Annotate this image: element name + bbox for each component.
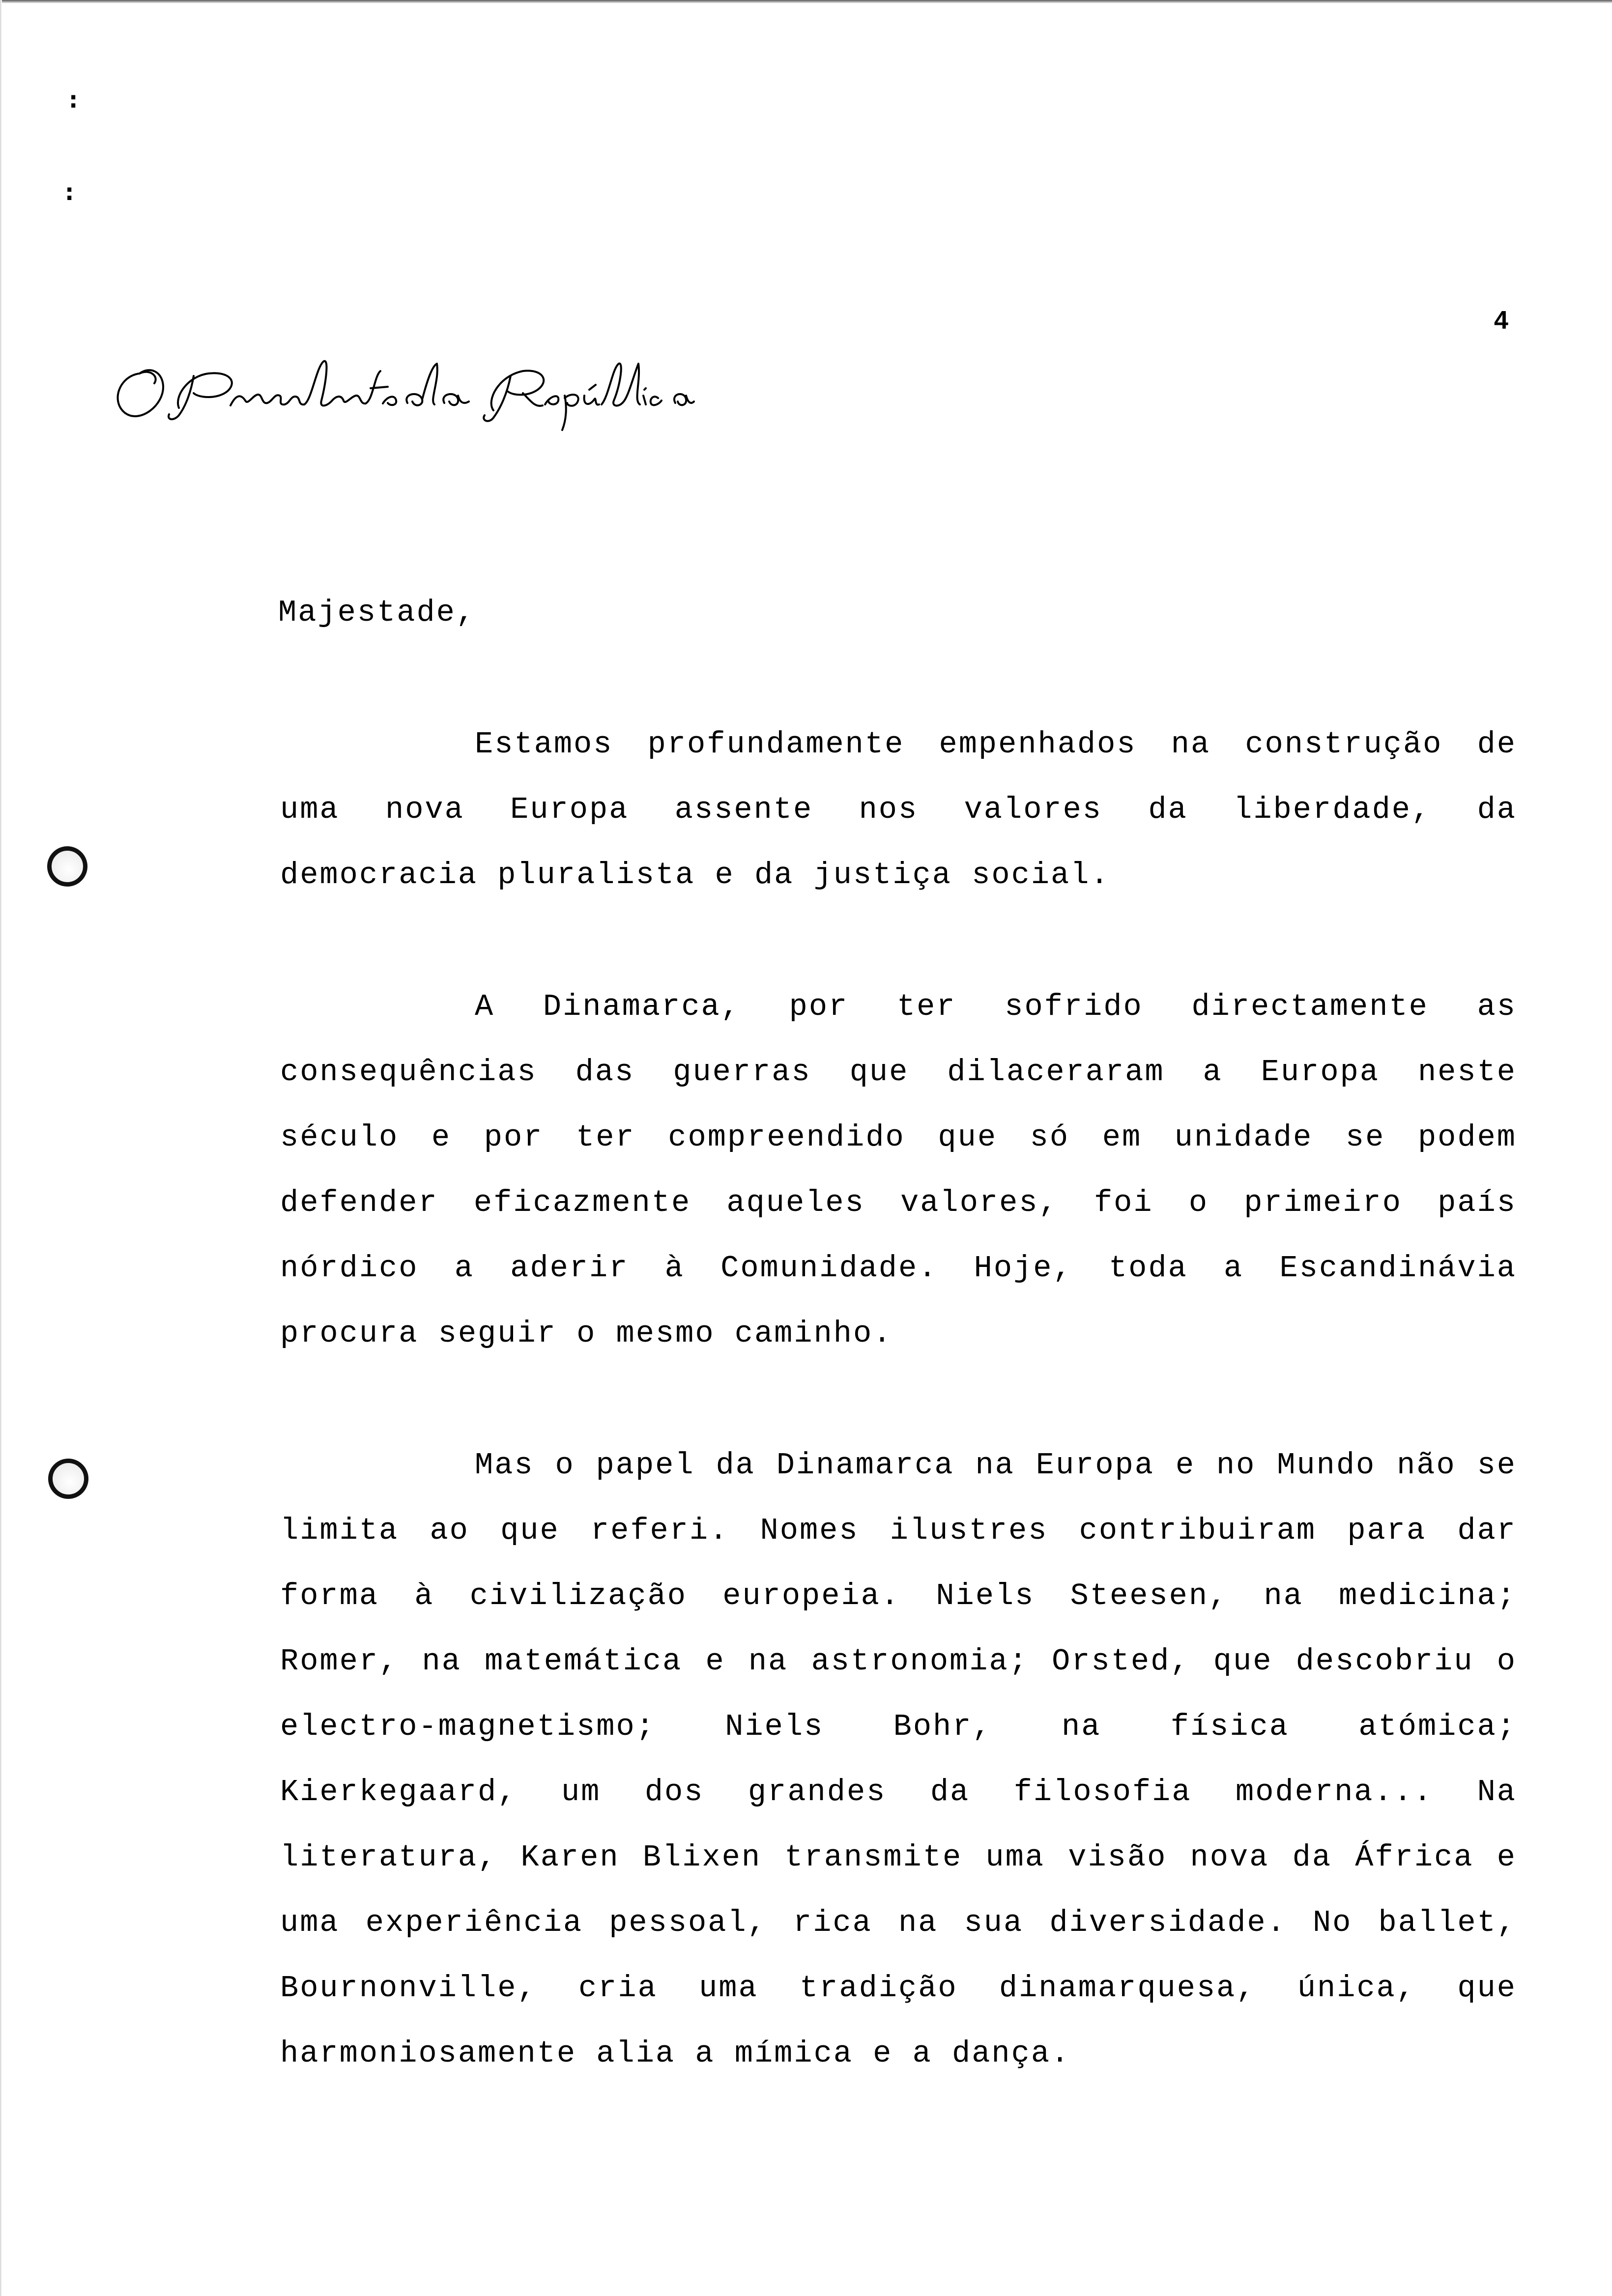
letter-paragraph-1: Estamos profundamente empenhados na construção de uma nova Europa assente nos valores da liberdade, da democracia pluralista e da justiça social. [280, 727, 1517, 892]
page-number: 4 [1494, 306, 1508, 335]
letter-paragraph-3: Mas o papel da Dinamarca na Europa e no Mundo não se limita ao que referi. Nomes ilustres contribuiram para dar forma à civilização europeia. Niels Steesen, na medicina; Romer, na matemática e na astronomia; Orsted, que descobriu o electro-magnetismo; Niels Bohr, na física atómica; Kierkegaard, um dos grandes da filosofia moderna... Na literatura, Karen Blixen transmite uma visão nova da África e uma experiência pessoal, rica na sua diversidade. No ballet, Bournonville, cria uma tradição dinamarquesa, única, que harmoniosamente alia a mímica e a dança. [280, 1448, 1517, 2071]
scan-top-edge [0, 0, 1612, 3]
scan-left-edge [0, 0, 2, 2296]
letter-salutation: Majestade, [278, 595, 476, 630]
letterhead-script-logo [105, 346, 695, 432]
margin-mark-top: : [69, 86, 78, 113]
margin-mark-lower: : [65, 179, 74, 205]
punch-hole-lower [48, 1459, 88, 1499]
letter-paragraph-2: A Dinamarca, por ter sofrido directamente as consequências das guerras que dilaceraram a Europa neste século e por ter compreendido que só em unidade se podem defender eficazmente aqueles valores, foi o primeiro país nórdico a aderir à Comunidade. Hoje, toda a Escandinávia procura seguir o mesmo caminho. [280, 989, 1517, 1351]
punch-hole-upper [47, 846, 87, 887]
